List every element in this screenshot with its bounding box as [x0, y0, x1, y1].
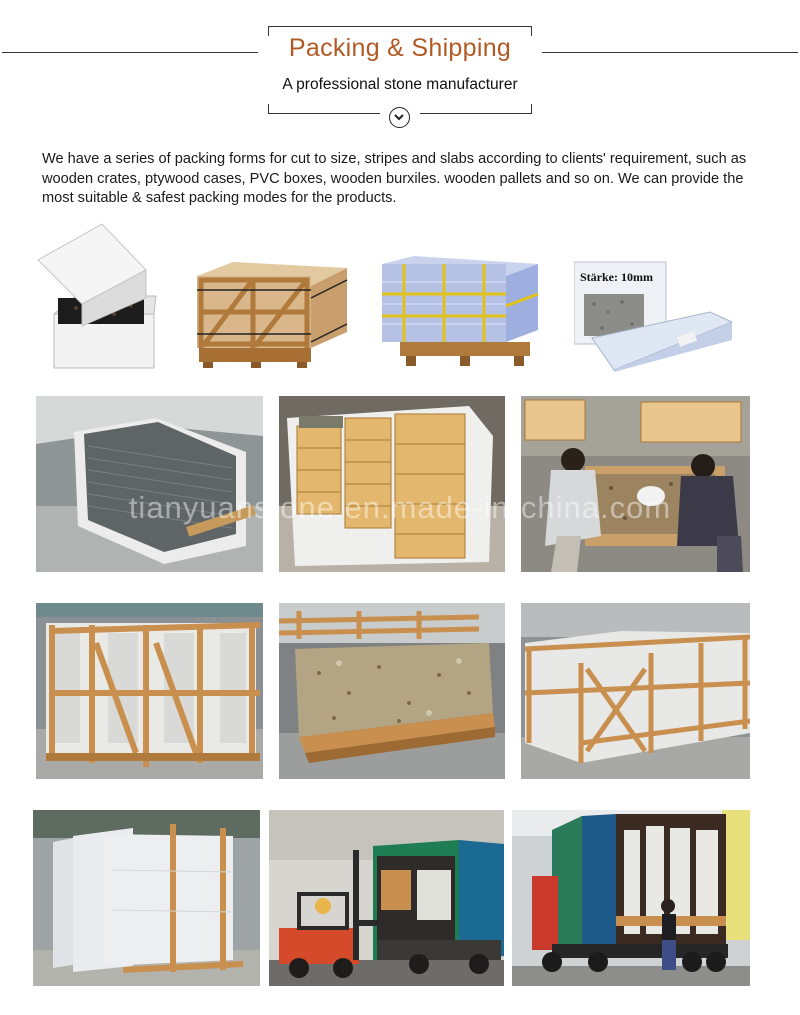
photo-stone-slab-stack	[36, 396, 263, 572]
photo-cardboard-boxes	[279, 396, 505, 572]
photo-container-truck	[512, 810, 750, 986]
product-wrapped-pallet	[380, 254, 540, 370]
page-title: Packing & Shipping	[288, 34, 512, 62]
photo-slab-bundles-yard	[33, 810, 260, 986]
product-white-box	[36, 222, 158, 372]
watermark-text: tianyuanstone.en.made-in-china.com	[128, 490, 672, 525]
intro-paragraph: We have a series of packing forms for cut to size, stripes and slabs according to clients' requirement, such as wooden crates, ptywood cases, PVC boxes, wooden burxiles. wooden pallets and so on. We can provide the most suitable & safest packing modes for the products.	[42, 151, 747, 206]
product-wooden-crate	[193, 260, 348, 370]
photo-forklift-loading	[269, 810, 504, 986]
product-sample-boxes	[574, 260, 734, 372]
photo-granite-slab-frame	[279, 603, 505, 779]
photo-crates-stacked	[521, 603, 750, 779]
page-subtitle: A professional stone manufacturer	[282, 76, 518, 93]
photo-workers-packing	[521, 396, 750, 572]
sample-box-label: Stärke: 10mm	[580, 270, 653, 284]
photo-wooden-bundles	[36, 603, 263, 779]
chevron-down-icon[interactable]	[389, 107, 410, 128]
